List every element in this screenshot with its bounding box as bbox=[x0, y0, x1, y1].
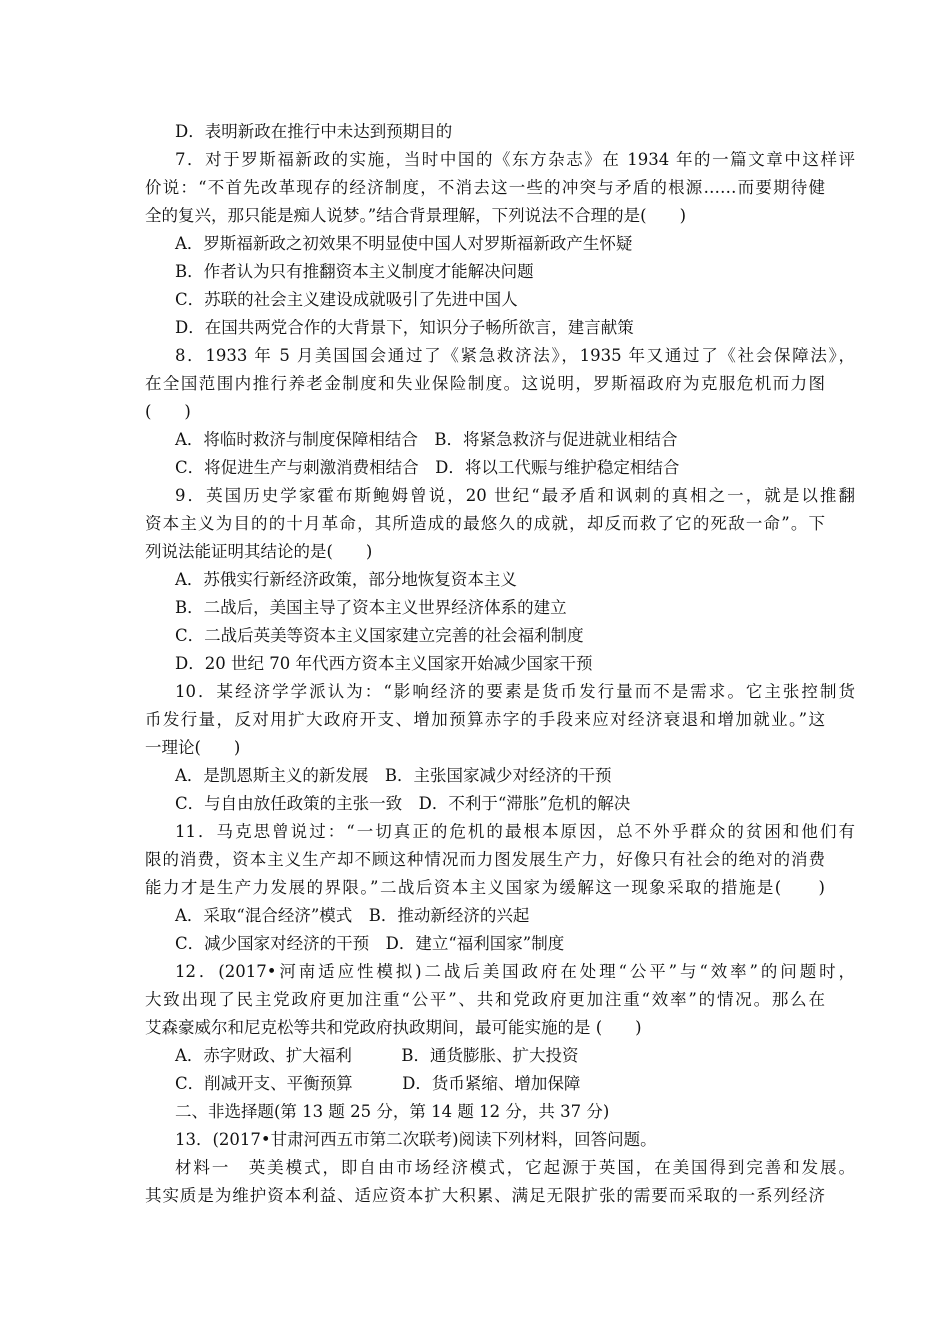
text-line: A．采取“混合经济”模式 B．推动新经济的兴起 bbox=[175, 906, 530, 925]
text-line: 大致出现了民主党政府更加注重“公平”、共和党政府更加注重“效率”的情况。那么在 bbox=[145, 990, 825, 1009]
text-line: 9．英国历史学家霍布斯鲍姆曾说，20 世纪“最矛盾和讽刺的真相之一，就是以推翻 bbox=[175, 486, 855, 505]
text-line: 10．某经济学学派认为：“影响经济的要素是货币发行量而不是需求。它主张控制货 bbox=[175, 682, 855, 701]
text-line: C．与自由放任政策的主张一致 D．不利于“滞胀”危机的解决 bbox=[175, 794, 631, 813]
text-line: ( ) bbox=[145, 402, 191, 421]
text-line: A．是凯恩斯主义的新发展 B．主张国家减少对经济的干预 bbox=[175, 766, 612, 785]
text-line: A．苏俄实行新经济政策，部分地恢复资本主义 bbox=[175, 570, 517, 589]
text-line: 7．对于罗斯福新政的实施，当时中国的《东方杂志》在 1934 年的一篇文章中这样评 bbox=[175, 150, 855, 169]
text-line: 资本主义为目的的十月革命，其所造成的最悠久的成就，却反而救了它的死敌一命”。下 bbox=[145, 514, 825, 533]
text-line: D．20 世纪 70 年代西方资本主义国家开始减少国家干预 bbox=[175, 654, 593, 673]
text-line: 8．1933 年 5 月美国国会通过了《紧急救济法》，1935 年又通过了《社会保障法》， bbox=[175, 346, 855, 365]
text-line: 13．(2017•甘肃河西五市第二次联考)阅读下列材料，回答问题。 bbox=[175, 1130, 657, 1149]
text-line: D．表明新政在推行中未达到预期目的 bbox=[175, 122, 453, 141]
text-line: 11．马克思曾说过：“一切真正的危机的最根本原因，总不外乎群众的贫困和他们有 bbox=[175, 822, 855, 841]
text-line: 材料一 英美模式，即自由市场经济模式，它起源于英国，在美国得到完善和发展。 bbox=[175, 1158, 855, 1177]
text-line: 币发行量，反对用扩大政府开支、增加预算赤字的手段来应对经济衰退和增加就业。”这 bbox=[145, 710, 825, 729]
text-line: 价说：“不首先改革现存的经济制度，不消去这一些的冲突与矛盾的根源……而要期待健 bbox=[145, 178, 825, 197]
text-line: 能力才是生产力发展的界限。”二战后资本主义国家为缓解这一现象采取的措施是( ) bbox=[145, 878, 825, 897]
text-line: C．减少国家对经济的干预 D．建立“福利国家”制度 bbox=[175, 934, 565, 953]
text-line: 全的复兴，那只能是痴人说梦。”结合背景理解，下列说法不合理的是( ) bbox=[145, 206, 687, 225]
text-line: B．二战后，美国主导了资本主义世界经济体系的建立 bbox=[175, 598, 567, 617]
text-line: 其实质是为维护资本利益、适应资本扩大积累、满足无限扩张的需要而采取的一系列经济 bbox=[145, 1186, 825, 1205]
text-line: D．在国共两党合作的大背景下，知识分子畅所欲言，建言献策 bbox=[175, 318, 634, 337]
text-line: 一理论( ) bbox=[145, 738, 241, 757]
text-line: C．二战后英美等资本主义国家建立完善的社会福利制度 bbox=[175, 626, 584, 645]
text-line: 限的消费，资本主义生产却不顾这种情况而力图发展生产力，好像只有社会的绝对的消费 bbox=[145, 850, 825, 869]
text-line: C．将促进生产与刺激消费相结合 D．将以工代赈与维护稳定相结合 bbox=[175, 458, 680, 477]
text-line: C．苏联的社会主义建设成就吸引了先进中国人 bbox=[175, 290, 518, 309]
text-line: C．削减开支、平衡预算 D．货币紧缩、增加保障 bbox=[175, 1074, 581, 1093]
text-line: B．作者认为只有推翻资本主义制度才能解决问题 bbox=[175, 262, 534, 281]
text-line: 艾森豪威尔和尼克松等共和党政府执政期间，最可能实施的是 ( ) bbox=[145, 1018, 642, 1037]
text-line: 列说法能证明其结论的是( ) bbox=[145, 542, 373, 561]
text-line: A．赤字财政、扩大福利 B．通货膨胀、扩大投资 bbox=[175, 1046, 579, 1065]
text-line: A．罗斯福新政之初效果不明显使中国人对罗斯福新政产生怀疑 bbox=[175, 234, 633, 253]
text-line: A．将临时救济与制度保障相结合 B．将紧急救济与促进就业相结合 bbox=[175, 430, 678, 449]
section-heading: 二、非选择题(第 13 题 25 分，第 14 题 12 分，共 37 分) bbox=[175, 1102, 610, 1121]
text-line: 在全国范围内推行养老金制度和失业保险制度。这说明，罗斯福政府为克服危机而力图 bbox=[145, 374, 825, 393]
text-line: 12．(2017•河南适应性模拟)二战后美国政府在处理“公平”与“效率”的问题时， bbox=[175, 962, 855, 981]
